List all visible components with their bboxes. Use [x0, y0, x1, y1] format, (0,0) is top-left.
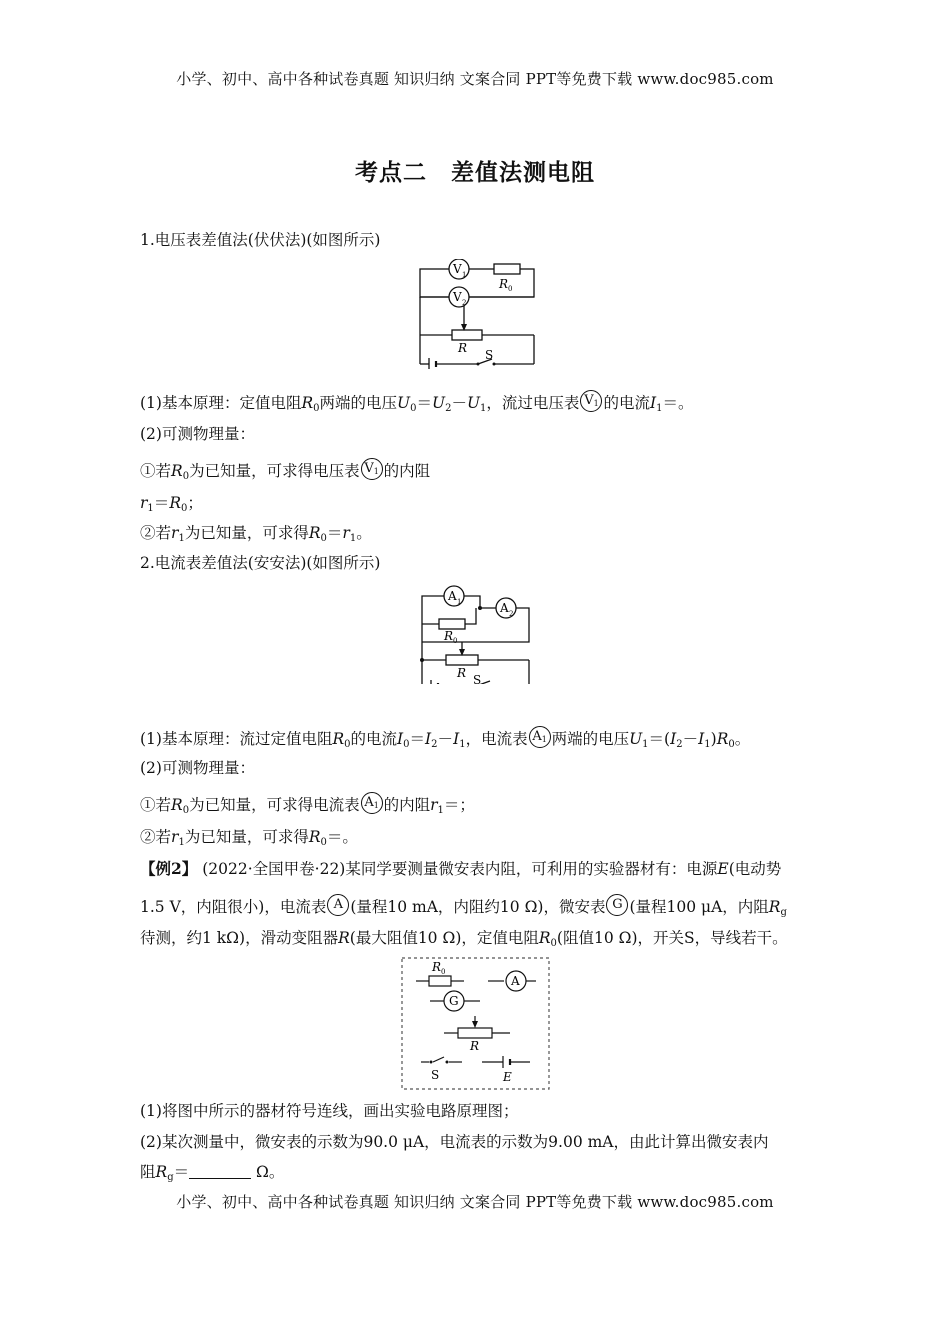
sym: R — [338, 929, 350, 947]
text: ＝。 — [662, 394, 694, 412]
sym: R — [301, 394, 314, 412]
g-label: G — [449, 994, 459, 1008]
a1-sub: 1 — [457, 598, 462, 606]
sym: U — [629, 730, 643, 748]
text: 的电流 — [603, 394, 650, 412]
example-line3 — [140, 927, 788, 949]
text: ①若 — [140, 796, 172, 814]
text: 的电流 — [350, 730, 398, 748]
text: ②若 — [140, 828, 172, 846]
sub: 2 — [676, 739, 683, 750]
sym: V — [584, 393, 594, 408]
text: 待测，约1 kΩ)，滑动变阻器 — [140, 929, 339, 947]
a-label: A — [511, 974, 520, 988]
text: 为已知量，可求得 — [184, 828, 309, 846]
sym: R — [169, 494, 181, 512]
text: Ω。 — [256, 1163, 285, 1181]
r0-sub: 0 — [508, 285, 513, 293]
sym: E — [717, 860, 729, 878]
sub: 2 — [431, 739, 438, 750]
sym: r — [342, 524, 350, 542]
sym: A — [532, 729, 542, 744]
section1-item2: ②若$r_1$为已知量，可求得$R_0=r_1$。 — [140, 524, 372, 544]
sub: 1 — [593, 399, 599, 408]
a1-label: A — [448, 589, 457, 603]
sub: 1 — [178, 533, 185, 544]
sym: R — [308, 524, 321, 542]
sym: r — [140, 494, 148, 512]
section1-measurable: (2)可测物理量： — [140, 425, 255, 443]
text: ＝； — [443, 796, 475, 814]
sub: 1 — [704, 739, 711, 750]
text: (阻值10 Ω)，开关S，导线若干。 — [556, 929, 788, 947]
sym: r — [171, 524, 179, 542]
example-q2-line1: (2)某次测量中，微安表的示数为90.0 μA，电流表的示数为9.00 mA，由此计算出微安表内 — [140, 1133, 769, 1151]
v2-sub: 2 — [462, 299, 467, 307]
sym: A — [364, 795, 374, 810]
voltmeter-icon — [580, 390, 602, 412]
text: 为已知量，可求得电流表 — [189, 796, 360, 814]
text: ①若 — [140, 462, 172, 480]
sub: 0 — [180, 503, 188, 514]
sym: I — [649, 394, 657, 412]
galvanometer-icon: G — [606, 894, 628, 916]
s-label: S — [473, 673, 482, 684]
text: (1)基本原理：定值电阻 — [140, 394, 302, 412]
section2-principle: (1)基本原理：流过定值电阻$R_0$的电流$I_0=I_2-I_1$，电流表 $A_1$ 两端的电压$U_1=(I_2-I_1)R_0$。 — [140, 726, 750, 750]
text: (1)基本原理：流过定值电阻 — [140, 730, 333, 748]
sub: 1 — [459, 739, 466, 750]
v2-label: V — [453, 290, 462, 304]
page-footer: 小学、初中、高中各种试卷真题 知识归纳 文案合同 PPT等免费下载 www.doc985.com — [176, 1193, 774, 1211]
sub: 1 — [642, 739, 649, 750]
sym: r — [430, 796, 438, 814]
text: 的内阻 — [383, 796, 431, 814]
text: (量程100 μA，内阻 — [629, 898, 769, 916]
example-label: 【例2】 — [140, 859, 198, 878]
sub: 1 — [437, 805, 444, 816]
sym: R — [768, 898, 781, 916]
v1-sub: 1 — [462, 271, 467, 279]
text: ； — [187, 494, 203, 512]
sub: 1 — [373, 467, 379, 476]
text: 阻 — [140, 1163, 156, 1181]
sub: 1 — [178, 837, 185, 848]
page-header: 小学、初中、高中各种试卷真题 知识归纳 文案合同 PPT等免费下载 www.doc985.com — [176, 70, 774, 88]
text: (电动势 — [728, 860, 782, 878]
sub: 0 — [313, 403, 320, 414]
s-label: S — [431, 1068, 440, 1082]
sub: 1 — [147, 503, 154, 514]
text: ②若 — [140, 524, 172, 542]
sub: 1 — [373, 801, 379, 810]
text: ，流过电压表 — [486, 394, 580, 412]
text: 为已知量，可求得电压表 — [189, 462, 360, 480]
sub: 1 — [480, 403, 487, 414]
example-q2-line2 — [140, 1161, 284, 1183]
page-title: 考点二 差值法测电阻 — [355, 160, 595, 186]
r0-label: R — [499, 277, 509, 291]
sym: r — [171, 828, 179, 846]
section1-principle: (1)基本原理：定值电阻$R_0$两端的电压$U_0=U_2-U_1$，流过电压表 $V_1$ 的电流$I_1=$。 — [140, 390, 693, 414]
section2-item1 — [140, 792, 475, 816]
r-label: R — [470, 1039, 480, 1053]
sub: 0 — [320, 837, 327, 848]
sym: V — [364, 461, 374, 476]
sym: R — [171, 796, 183, 814]
r-label: R — [457, 666, 467, 680]
sym: I — [397, 730, 404, 748]
text: 1.5 V，内阻很小)，电流表 — [140, 898, 327, 916]
sym: U — [432, 394, 446, 412]
sub: g — [780, 907, 787, 918]
sym: R — [155, 1163, 168, 1181]
r0-label: R — [432, 960, 442, 974]
text: 两端的电压 — [319, 394, 398, 412]
sym: U — [466, 394, 481, 412]
r0-label: R — [444, 629, 454, 643]
text: 的内阻 — [383, 462, 431, 480]
sub: 0 — [344, 739, 351, 750]
sym: I — [698, 730, 705, 748]
circuit-diagram-amp — [416, 584, 541, 684]
e-label: E — [503, 1070, 512, 1084]
sym: R — [716, 730, 729, 748]
text: ＝ — [173, 1163, 190, 1181]
sub: 0 — [182, 471, 190, 482]
sym: R — [332, 730, 345, 748]
section1-heading: 1.电压表差值法(伏伏法)(如图所示) — [140, 231, 381, 249]
sub: 1 — [656, 403, 663, 414]
sub: 0 — [550, 938, 557, 949]
answer-blank[interactable] — [189, 1164, 251, 1179]
example-q1: (1)将图中所示的器材符号连线，画出实验电路原理图； — [140, 1102, 519, 1120]
v1-label: V — [453, 262, 462, 276]
r0-sub: 0 — [453, 637, 458, 645]
sym: R — [538, 929, 551, 947]
sym: I — [453, 730, 460, 748]
r0-sub: 0 — [441, 968, 446, 976]
ammeter-icon — [529, 726, 551, 748]
text: ，电流表 — [465, 730, 528, 748]
text: 。 — [734, 730, 751, 748]
sym: R — [308, 828, 321, 846]
sub: 2 — [445, 403, 452, 414]
sub: 0 — [728, 739, 735, 750]
s-label: S — [485, 348, 494, 362]
sym: I — [670, 730, 677, 748]
sub: 0 — [403, 739, 410, 750]
r-label: R — [458, 341, 468, 355]
component-diagram — [400, 956, 552, 1091]
sub: 1 — [349, 533, 357, 544]
circuit-diagram-volt — [414, 259, 544, 369]
ammeter-icon: A — [327, 894, 349, 916]
section1-item1 — [140, 458, 430, 482]
section2-measurable: (2)可测物理量： — [140, 759, 255, 777]
sym: I — [425, 730, 432, 748]
text: (最大阻值10 Ω)，定值电阻 — [349, 929, 539, 947]
sub: g — [167, 1172, 174, 1183]
sub: 0 — [182, 805, 190, 816]
section1-item1-formula: $r_1=R_0$； — [140, 494, 203, 514]
text: (2022·全国甲卷·22)某同学要测量微安表内阻，可利用的实验器材有：电源 — [202, 860, 718, 878]
sym: R — [171, 462, 183, 480]
text: (量程10 mA，内阻约10 Ω)，微安表 — [350, 898, 606, 916]
voltmeter-icon — [361, 458, 383, 480]
sub: 1 — [541, 735, 547, 744]
ammeter-icon — [361, 792, 383, 814]
text: 。 — [356, 524, 372, 542]
text: 为已知量，可求得 — [184, 524, 309, 542]
sym: U — [397, 394, 411, 412]
example-line2 — [140, 894, 787, 918]
section2-item2 — [140, 826, 358, 848]
text: ＝。 — [326, 828, 358, 846]
example-line1 — [140, 858, 781, 880]
text: 两端的电压 — [551, 730, 630, 748]
sub: 0 — [320, 533, 327, 544]
a2-sub: 2 — [509, 610, 514, 618]
a2-label: A — [500, 601, 509, 615]
sub: 0 — [410, 403, 417, 414]
section2-heading: 2.电流表差值法(安安法)(如图所示) — [140, 554, 381, 572]
